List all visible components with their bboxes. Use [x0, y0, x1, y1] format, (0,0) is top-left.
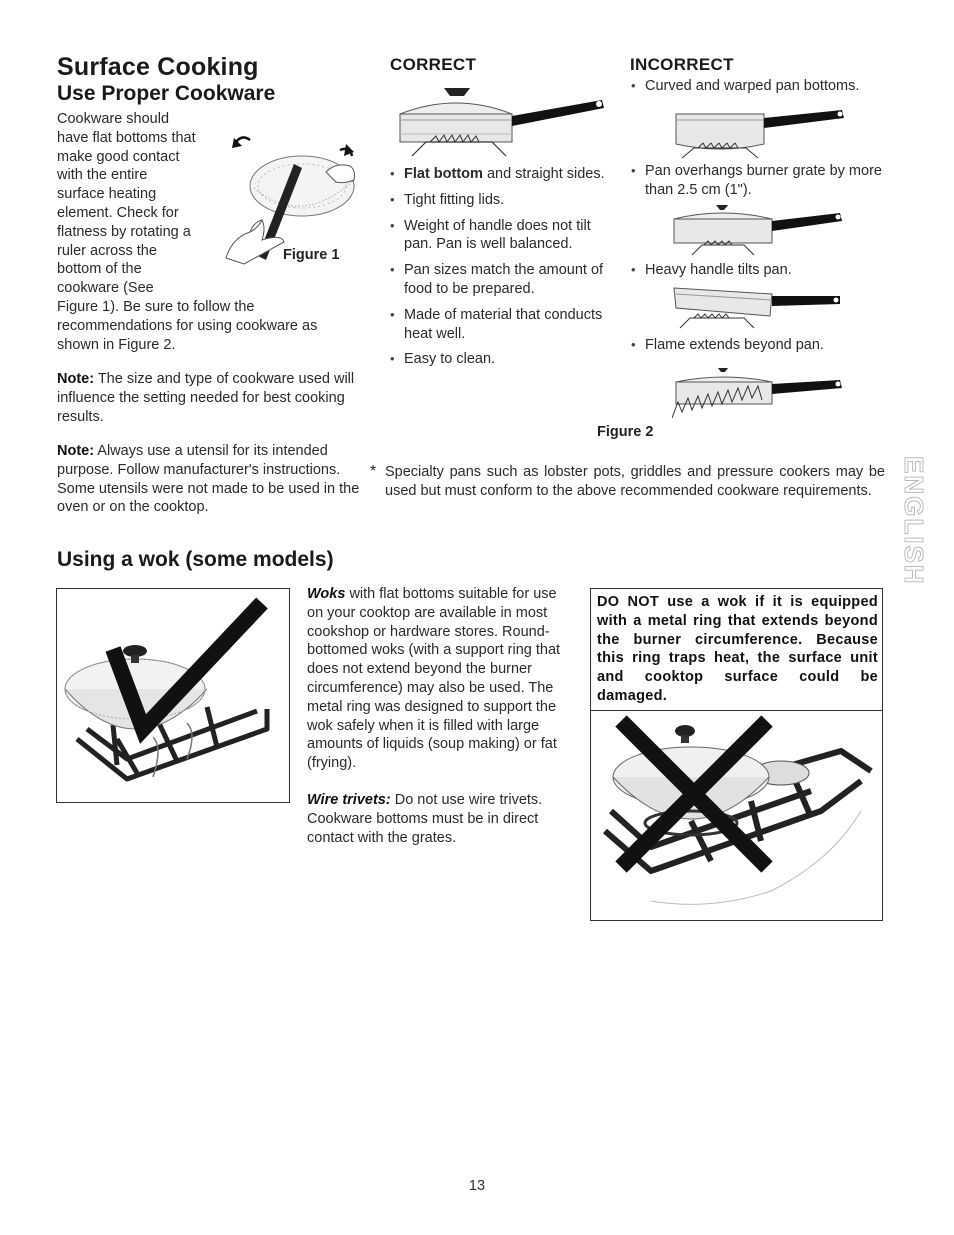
- specialty-note: Specialty pans such as lobster pots, griddles and pressure cookers may be used but must conform to the above recommended cookware requirements.: [385, 464, 885, 499]
- warped-pan-illustration: [672, 104, 852, 160]
- wok-warning-text: DO NOT use a wok if it is equipped with a metal ring that extends beyond the burner circumference. Because this ring traps heat, the surface unit and cooktop surface could be damaged.: [597, 594, 878, 704]
- correct-item: • Made of material that conducts heat well.: [387, 306, 612, 344]
- intro-paragraph: Cookware should have flat bottoms that make good contact with the entire surface heating element. Check for flatness by rotating a ruler across the bottom of the cookware (See Figure 1). Be sure to follow the recommendations for using cookware as shown in Figure 2.: [57, 111, 318, 353]
- incorrect-item-1: • Curved and warped pan bottoms.: [628, 77, 888, 103]
- page-number: 13: [468, 1178, 486, 1194]
- correct-item: • Weight of handle does not tilt pan. Pan is well balanced.: [387, 217, 612, 255]
- incorrect-item-3: • Heavy handle tilts pan.: [628, 261, 888, 287]
- incorrect-item-2: • Pan overhangs burner grate by more than 2.5 cm (1").: [628, 162, 888, 207]
- section-subtitle: Use Proper Cookware: [57, 82, 276, 105]
- correct-item: • Flat bottom and straight sides.: [387, 165, 612, 184]
- overhang-pan-illustration: [672, 205, 852, 257]
- wok-paragraph: Woks with flat bottoms suitable for use on your cooktop are available in most cookshop or hardware stores. Round-bottomed woks (with a support ring that does not extend beyond the burner circumference) may also be used. The metal ring was designed to support the wok safely when it is filled with large amounts of liquids (soup making) or fat (frying).: [307, 586, 561, 772]
- wok-incorrect-figure: [591, 711, 882, 920]
- figure2-label: Figure 2: [597, 424, 654, 440]
- wire-trivets-paragraph: Wire trivets: Do not use wire trivets. Cookware bottoms must be in direct contact with the grates.: [307, 792, 543, 846]
- correct-list: [387, 165, 612, 376]
- incorrect-item-4: • Flame extends beyond pan.: [628, 336, 888, 362]
- correct-item: • Pan sizes match the amount of food to be prepared.: [387, 261, 612, 299]
- correct-item: • Easy to clean.: [387, 350, 612, 369]
- side-tab-label: ENGLISH: [899, 456, 929, 586]
- wok-correct-figure: [56, 588, 290, 803]
- flame-pan-illustration: [672, 368, 852, 420]
- specialty-marker: *: [370, 463, 377, 480]
- note-1: Note: The size and type of cookware used will influence the setting needed for best cooking results.: [57, 371, 355, 425]
- wok-warning-box: [590, 588, 883, 921]
- tilted-pan-illustration: [672, 284, 852, 330]
- section-title: Surface Cooking: [57, 53, 259, 81]
- correct-heading: CORRECT: [390, 55, 477, 74]
- figure1-label: Figure 1: [283, 247, 340, 263]
- correct-pan-illustration: [392, 86, 612, 158]
- correct-item: • Tight fitting lids.: [387, 191, 612, 210]
- note-2: Note: Always use a utensil for its intended purpose. Follow manufacturer's instructions. Some utensils were not made to be used in the oven or on the cooktop.: [57, 443, 360, 516]
- wok-heading: Using a wok (some models): [57, 548, 334, 571]
- language-side-tab: [897, 456, 931, 584]
- incorrect-heading: INCORRECT: [630, 55, 734, 74]
